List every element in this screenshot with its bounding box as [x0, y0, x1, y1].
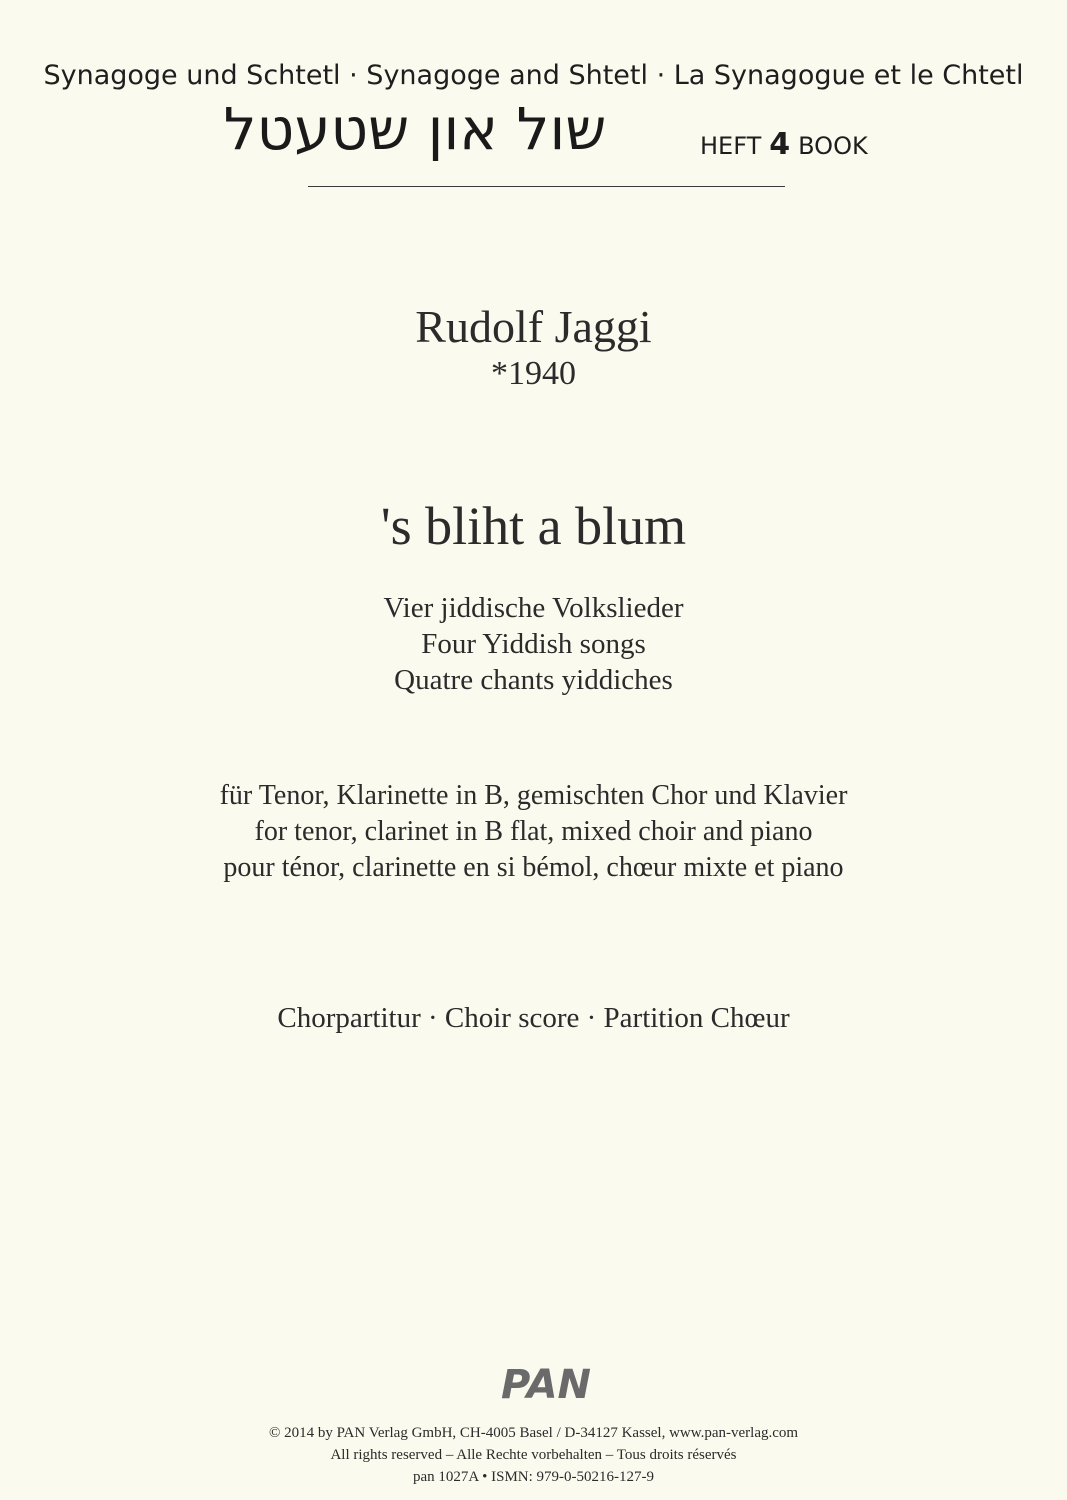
pan-logo [488, 1362, 604, 1406]
instrumentation-german: für Tenor, Klarinette in B, gemischten Chor und Klavier [219, 780, 848, 811]
instrumentation-french: pour ténor, clarinette en si bémol, chœur mixte et piano [223, 852, 844, 883]
subtitle-german: Vier jiddische Volkslieder [383, 592, 684, 624]
volume-label [700, 127, 868, 162]
series-title: Synagoge und Schtetl · Synagoge and Shtetl · La Synagogue et le Chtetl [43, 60, 1024, 91]
header-divider [308, 186, 785, 187]
hebrew-series-title: שול און שטעטל [223, 95, 607, 163]
work-title: 's bliht a blum [380, 496, 687, 556]
book-label: BOOK [798, 132, 868, 160]
composer-name: Rudolf Jaggi [415, 301, 652, 352]
heft-label: HEFT [700, 132, 762, 160]
composer-birth-year: *1940 [491, 355, 576, 392]
pan-logo-text: PAN [500, 1362, 592, 1406]
subtitle-french: Quatre chants yiddiches [394, 664, 673, 696]
rights-notice: All rights reserved – Alle Rechte vorbehalten – Tous droits réservés [330, 1447, 737, 1463]
copyright-notice: © 2014 by PAN Verlag GmbH, CH-4005 Basel / D-34127 Kassel, www.pan-verlag.com [268, 1425, 799, 1441]
subtitle-english: Four Yiddish songs [421, 628, 646, 660]
catalog-number: pan 1027A • ISMN: 979-0-50216-127-9 [412, 1469, 655, 1485]
instrumentation-english: for tenor, clarinet in B flat, mixed choir and piano [254, 816, 813, 847]
score-type: Chorpartitur · Choir score · Partition Chœur [277, 1002, 790, 1034]
volume-number: 4 [769, 127, 791, 162]
